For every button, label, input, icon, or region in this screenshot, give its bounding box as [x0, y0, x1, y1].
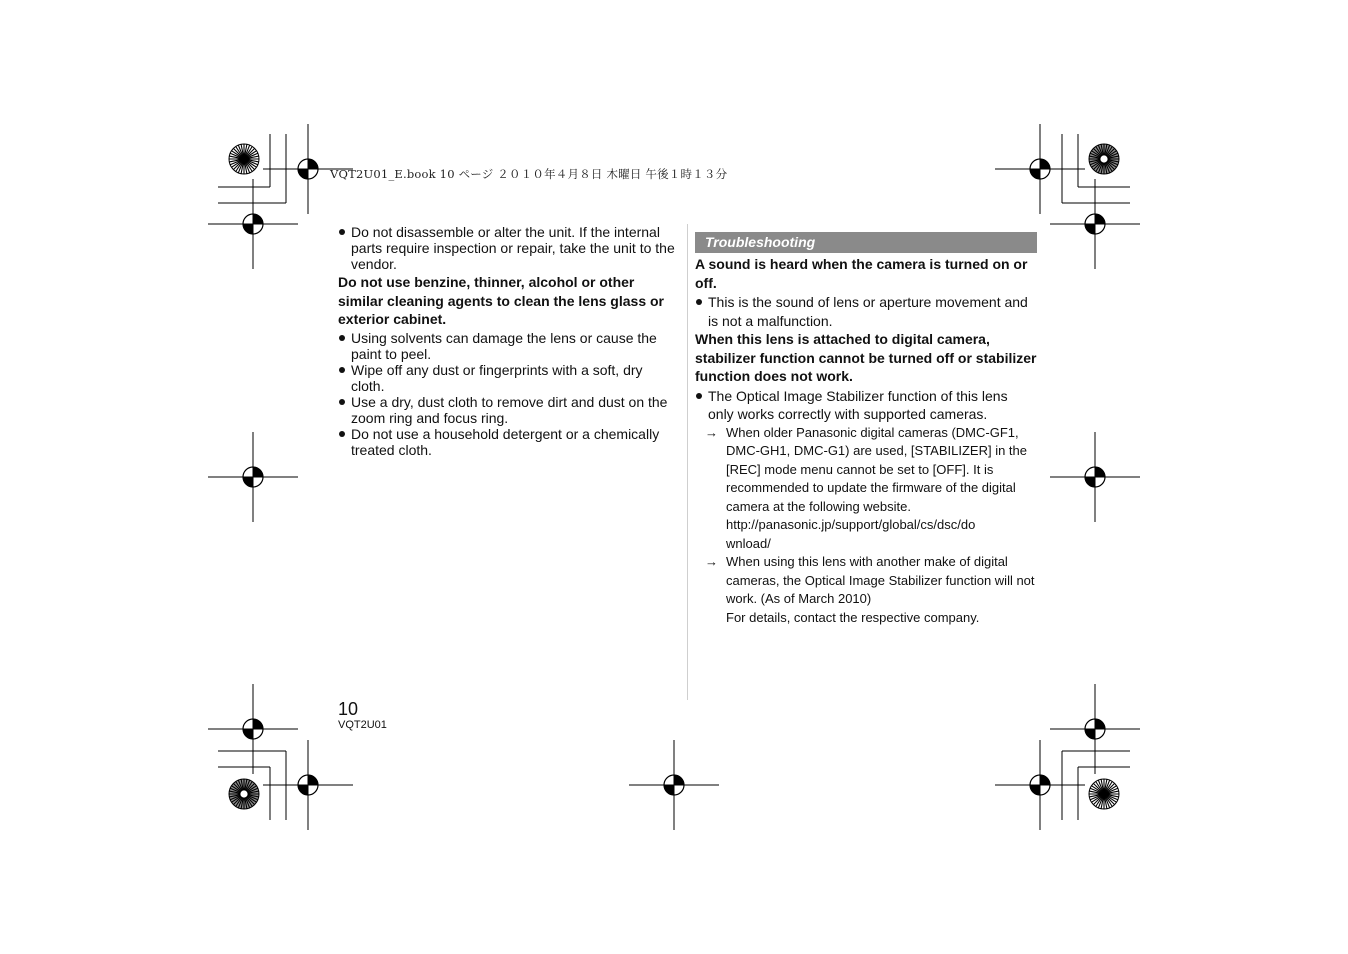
- bullet-text: Do not disassemble or alter the unit. If the internal parts require inspection or repair, take the unit to the vendor.: [351, 224, 675, 272]
- print-header-line: VQT2U01_E.book 10 ページ ２０１０年４月８日 木曜日 午後１時１３分: [330, 167, 728, 181]
- list-item: [695, 293, 1037, 330]
- list-item: [338, 330, 678, 362]
- list-item: [338, 224, 678, 272]
- list-item: [338, 394, 678, 426]
- list-item: [338, 426, 678, 458]
- page-number: 10: [338, 699, 359, 719]
- bullet-icon: [339, 431, 345, 437]
- model-code: VQT2U01: [338, 719, 387, 731]
- list-item: [338, 362, 678, 394]
- support-url: http://panasonic.jp/support/global/cs/dsc/download/: [726, 517, 976, 551]
- bullet-icon: [339, 335, 345, 341]
- arrow-note-text: When older Panasonic digital cameras (DMC-GF1, DMC-GH1, DMC-G1) are used, [STABILIZER] in the [REC] mode menu cannot be set to [OFF]. It is recommended to update the firmware of the digital camera at the following website.: [726, 424, 1027, 514]
- right-column: [695, 232, 1037, 627]
- bullet-icon: [696, 299, 702, 305]
- bullet-text: The Optical Image Stabilizer function of this lens only works correctly with supported cameras.: [708, 387, 1008, 422]
- contact-note: For details, contact the respective company.: [726, 609, 980, 625]
- arrow-icon: →: [705, 424, 718, 440]
- arrow-icon: →: [705, 554, 718, 569]
- arrow-note: [695, 424, 1037, 517]
- bullet-text: This is the sound of lens or aperture movement and is not a malfunction.: [708, 294, 1028, 329]
- bullet-icon: [339, 399, 345, 405]
- section-title: Troubleshooting: [695, 232, 1037, 253]
- bullet-icon: [696, 393, 702, 399]
- bullet-text: Use a dry, dust cloth to remove dirt and dust on the zoom ring and focus ring.: [351, 393, 668, 426]
- list-item: [695, 387, 1037, 424]
- arrow-note-text: When using this lens with another make of digital cameras, the Optical Image Stabilizer function will not work. (As of March 2010): [726, 554, 1035, 606]
- left-column: [338, 224, 678, 458]
- bullet-icon: [339, 367, 345, 373]
- cleaning-warning: Do not use benzine, thinner, alcohol or other similar cleaning agents to clean the lens glass or exterior cabinet.: [338, 274, 664, 327]
- bullet-text: Do not use a household detergent or a chemically treated cloth.: [351, 425, 660, 458]
- bullet-text: Using solvents can damage the lens or cause the paint to peel.: [351, 329, 657, 362]
- question-title: A sound is heard when the camera is turned on or off.: [695, 256, 1028, 291]
- column-divider: [687, 224, 688, 700]
- bullet-text: Wipe off any dust or fingerprints with a soft, dry cloth.: [351, 361, 643, 394]
- bullet-icon: [339, 229, 345, 235]
- arrow-note: [695, 553, 1037, 609]
- question-title: When this lens is attached to digital camera, stabilizer function cannot be turned off or stabilizer function does not work.: [695, 331, 1037, 384]
